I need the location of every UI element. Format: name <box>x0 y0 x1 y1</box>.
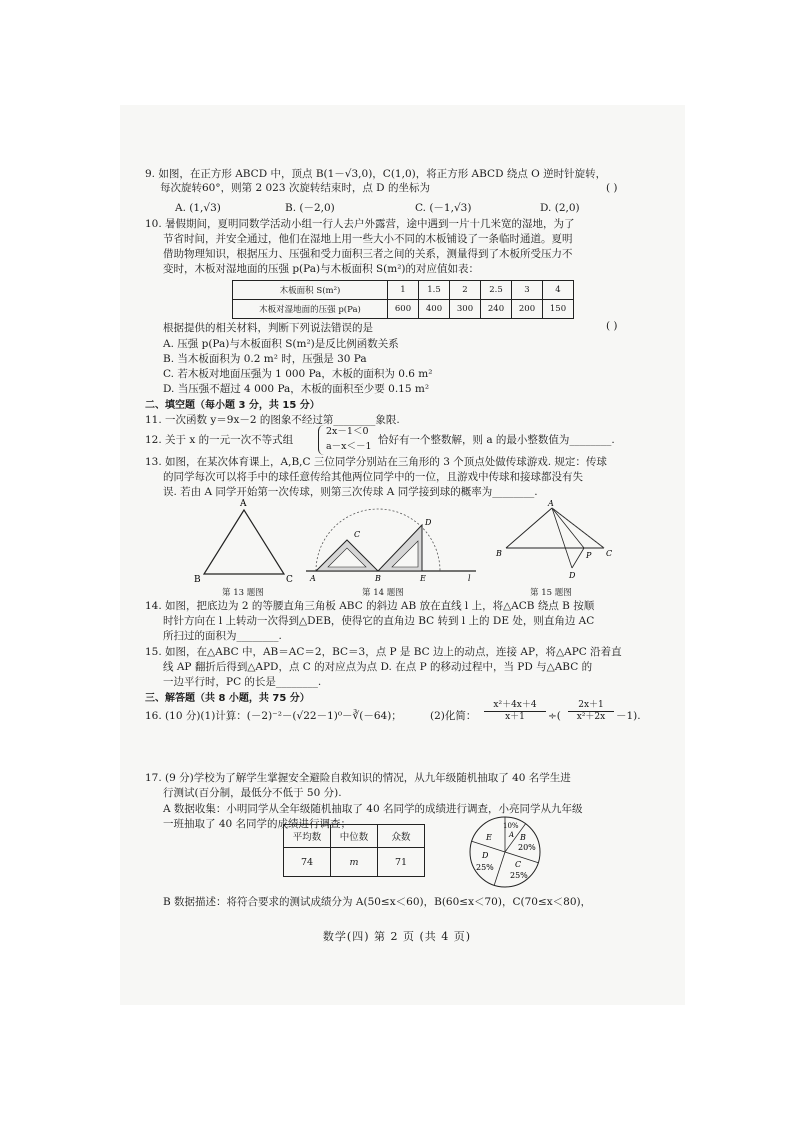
table-cell: 3 <box>512 281 543 300</box>
q10-line3: 借助物理知识，根据压力、压强和受力面积三者之间的关系，测量得到了木板所受压力不 <box>163 248 573 260</box>
side-ad <box>552 508 572 568</box>
pie-label-d-pct: 25% <box>476 863 494 872</box>
q14-line3: 所扫过的面积为________. <box>163 630 282 642</box>
label-c: C <box>354 530 361 539</box>
q17-line4: 一班抽取了 40 名同学的成绩进行调查； <box>163 818 352 830</box>
q10-option-b: B. 当木板面积为 0.2 m² 时，压强是 30 Pa <box>163 353 367 365</box>
table-cell: 74 <box>284 848 331 877</box>
q16-part2-label: (2)化简： <box>430 710 477 722</box>
q11: 11. 一次函数 y＝9x－2 的图象不经过第________象限. <box>145 414 400 426</box>
pie-label-a-pct: 10% <box>503 822 519 830</box>
q9-option-b: B. (－2,0) <box>285 202 335 214</box>
q17-data-description: B 数据描述：将符合要求的测试成绩分为 A(50≤x＜60)，B(60≤x＜70)，C(70≤x＜80)， <box>163 896 592 908</box>
page-footer: 数学(四) 第 2 页 (共 4 页) <box>322 930 472 943</box>
table-cell: 600 <box>388 300 419 319</box>
table-header-cell: 中位数 <box>331 825 378 848</box>
caption-14: 第 14 题图 <box>362 588 404 598</box>
q12-system-1: 2x－1＜0 <box>326 426 369 437</box>
q16-operator: ÷( <box>548 710 561 722</box>
pie-label-a: A <box>509 831 515 839</box>
pie-label-b: B <box>520 833 526 842</box>
q9-line1: 9. 如图，在正方形 ABCD 中，顶点 B(1－√3,0)，C(1,0)，将正方形 ABCD 绕点 O 逆时针旋转， <box>145 168 607 180</box>
q17-pie-chart <box>460 812 550 892</box>
q10-line2: 节省时间，并安全通过，他们在湿地上用一些大小不同的木板铺设了一条临时通道。夏明 <box>163 233 573 245</box>
label-p: P <box>586 551 592 560</box>
table-cell: 2 <box>450 281 481 300</box>
section-answer-questions: 三、解答题（共 8 小题，共 75 分） <box>145 693 310 704</box>
label-b: B <box>194 575 201 585</box>
table-row <box>233 281 574 300</box>
q12-pre: 12. 关于 x 的一元一次不等式组 <box>145 434 294 446</box>
figure-14 <box>302 505 482 585</box>
pie-label-c: C <box>515 860 522 869</box>
q15-line3: 一边平行时，PC 的长是________. <box>163 676 322 688</box>
q17-stats-table <box>283 824 425 877</box>
table-cell: 300 <box>450 300 481 319</box>
label-b: B <box>496 549 502 558</box>
q10-line1: 10. 暑假期间，夏明同数学活动小组一行人去户外露营，途中遇到一片十几米宽的湿地，为了 <box>145 218 575 230</box>
q16-fraction-2 <box>568 700 614 723</box>
pie-label-e: E <box>486 833 492 842</box>
caption-15: 第 15 题图 <box>530 588 572 598</box>
q10-answer-paren: ( ) <box>606 320 618 332</box>
table-cell: 150 <box>543 300 574 319</box>
label-a: A <box>548 499 554 508</box>
figure-15 <box>492 498 622 586</box>
table-cell: 71 <box>378 848 425 877</box>
table-row <box>284 825 425 848</box>
label-a: A <box>310 574 316 583</box>
label-c: C <box>286 575 293 585</box>
label-a: A <box>240 499 247 509</box>
q10-option-d: D. 当压强不超过 4 000 Pa，木板的面积至少要 0.15 m² <box>163 383 430 395</box>
q16-part1: 16. (10 分)(1)计算：(－2)⁻²－(√22－1)⁰－∛(－64)； <box>145 710 402 722</box>
table-header-cell: 众数 <box>378 825 425 848</box>
pie-label-c-pct: 25% <box>510 871 528 880</box>
q16-tail: －1). <box>616 710 641 722</box>
table-cell: 200 <box>512 300 543 319</box>
segment-ap <box>552 508 584 548</box>
q13-line2: 的同学每次可以将手中的球任意传给其他两位同学中的一位，且游戏中传球和接球都没有失 <box>163 471 583 483</box>
table-header-cell: 平均数 <box>284 825 331 848</box>
q12-brace <box>318 425 325 455</box>
q9-option-d: D. (2,0) <box>540 202 580 214</box>
q10-table <box>232 280 574 319</box>
pie-divider <box>505 852 538 863</box>
fraction-numerator: 2x＋1 <box>568 700 614 712</box>
fraction-denominator: x²＋2x <box>576 712 606 722</box>
table-cell: 4 <box>543 281 574 300</box>
q12-post: 恰好有一个整数解，则 a 的最小整数值为________. <box>378 434 615 446</box>
label-d: D <box>569 571 576 580</box>
fraction-numerator: x²＋4x＋4 <box>484 700 546 712</box>
q13-line3: 误. 若由 A 同学开始第一次传球，则第三次传球 A 同学接到球的概率为________. <box>163 486 538 498</box>
fraction-denominator: x＋1 <box>505 712 525 722</box>
q9-line2: 每次旋转60°，则第 2 023 次旋转结束时，点 D 的坐标为 <box>160 182 430 194</box>
q9-answer-paren: ( ) <box>606 182 618 194</box>
table-cell: 1.5 <box>419 281 450 300</box>
label-b: B <box>375 574 381 583</box>
pie-label-b-pct: 20% <box>518 843 536 852</box>
q16-fraction-1 <box>484 700 546 723</box>
caption-13: 第 13 题图 <box>222 588 264 598</box>
table-cell: m <box>331 848 378 877</box>
table-cell: 2.5 <box>481 281 512 300</box>
table-row <box>233 300 574 319</box>
q9-option-a: A. (1,√3) <box>175 202 221 214</box>
q17-line1: 17. (9 分)学校为了解学生掌握安全避险自救知识的情况，从九年级随机抽取了 40 名学生进 <box>145 772 571 784</box>
table-cell: 1 <box>388 281 419 300</box>
q17-line3: A 数据收集：小明同学从全年级随机抽取了 40 名同学的成绩进行调查，小亮同学从九年级 <box>163 803 583 815</box>
table-cell: 240 <box>481 300 512 319</box>
table-cell: 400 <box>419 300 450 319</box>
label-e: E <box>420 574 426 583</box>
q15-line1: 15. 如图，在△ABC 中，AB＝AC＝2，BC＝3，点 P 是 BC 边上的动点，连接 AP，将△APC 沿着直 <box>145 646 622 658</box>
q9-option-c: C. (－1,√3) <box>415 202 472 214</box>
table-header-cell: 木板对湿地面的压强 p(Pa) <box>233 300 388 319</box>
q15-line2: 线 AP 翻折后得到△APD，点 C 的对应点为点 D. 在点 P 的移动过程中，当 PD 与△ABC 的 <box>163 661 593 673</box>
label-l: l <box>468 574 471 583</box>
label-d: D <box>425 518 432 527</box>
figure-13 <box>190 496 300 586</box>
q10-option-a: A. 压强 p(Pa)与木板面积 S(m²)是反比例函数关系 <box>163 338 399 350</box>
q14-line2: 时针方向在 l 上转动一次得到△DEB，使得它的直角边 BC 转到 l 上的 DE 处，则直角边 AC <box>163 615 595 627</box>
table-header-cell: 木板面积 S(m²) <box>233 281 388 300</box>
q10-line4: 变时，木板对湿地面的压强 p(Pa)与木板面积 S(m²)的对应值如表： <box>163 263 479 275</box>
pie-label-d: D <box>482 851 489 860</box>
section-fill-in-blank: 二、填空题（每小题 3 分，共 15 分） <box>145 400 320 411</box>
pie-divider <box>494 852 505 885</box>
side-ab <box>506 508 552 548</box>
q17-line2: 行测试(百分制，最低分不低于 50 分). <box>163 787 342 799</box>
q12-system-2: a－x＜－1 <box>326 441 372 452</box>
label-c: C <box>606 549 613 558</box>
triangle-abc <box>204 510 284 574</box>
q10-stem: 根据提供的相关材料，判断下列说法错误的是 <box>163 322 373 334</box>
q10-option-c: C. 若木板对地面压强为 1 000 Pa，木板的面积为 0.6 m² <box>163 368 433 380</box>
table-row <box>284 848 425 877</box>
segment-pd <box>572 548 584 568</box>
q13-line1: 13. 如图，在某次体育课上，A,B,C 三位同学分别站在三角形的 3 个顶点处做传球游戏. 规定：传球 <box>145 456 607 468</box>
q14-line1: 14. 如图，把底边为 2 的等腰直角三角板 ABC 的斜边 AB 放在直线 l 上，将△ACB 绕点 B 按顺 <box>145 600 595 612</box>
